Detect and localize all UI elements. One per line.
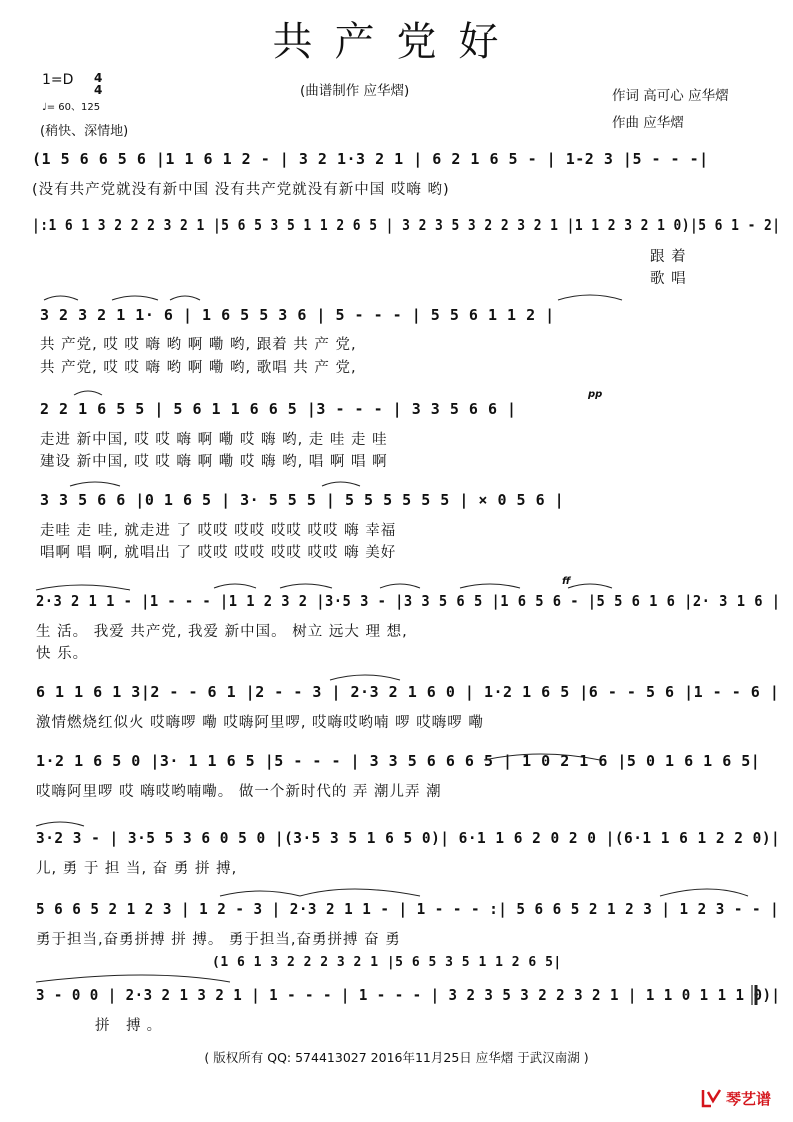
slur-mark (44, 296, 78, 300)
lyric-row-7: 激情燃烧红似火 哎嗨啰 嘞 哎嗨阿里啰, 哎嗨哎哟喃 啰 哎嗨啰 嘞 (36, 715, 484, 731)
lyric-row-3-verse-2: 共 产党, 哎 哎 嗨 哟 啊 嘞 哟, 歌唱 共 产 党, (40, 360, 357, 376)
slur-mark (660, 889, 748, 896)
lyric-row-2-verse-1: 跟 着 (650, 249, 687, 265)
notation-row-1: (1 5 6 6 5 6 |1 1 6 1 2 - | 3 2 1·3 2 1 | 6 2 1 6 5 - | 1-2 3 |5 - - -| (32, 150, 709, 168)
logo-text: 琴艺谱 (726, 1090, 772, 1108)
composer-credit: 作曲 应华熠 (612, 115, 684, 131)
slur-mark (568, 584, 612, 588)
page-title: 共产党好 (272, 19, 521, 65)
lyric-row-5-verse-2: 唱啊 唱 啊, 就唱出 了 哎哎 哎哎 哎哎 哎哎 嗨 美好 (40, 545, 397, 561)
copyright-footer: ( 版权所有 QQ: 574413027 2016年11月25日 应华熠 于武汉南湖 ) (204, 1050, 589, 1065)
slur-mark (330, 675, 400, 680)
lyric-row-6-verse-2: 快 乐。 (36, 646, 89, 662)
slur-mark (220, 891, 300, 896)
notation-row-3: 3 2 3 2 1 1· 6 | 1 6 5 5 3 6 | 5 - - - | 5 5 6 1 1 2 | (40, 306, 555, 324)
lyric-row-3-verse-1: 共 产党, 哎 哎 嗨 哟 啊 嘞 哟, 跟着 共 产 党, (40, 337, 357, 353)
lyric-row-8: 哎嗨阿里啰 哎 嗨哎哟喃嘞。 做一个新时代的 弄 潮儿弄 潮 (36, 784, 442, 800)
lyric-row-1: (没有共产党就没有新中国 没有共产党就没有新中国 哎嗨 哟) (32, 182, 450, 198)
slur-mark (36, 585, 130, 590)
slur-mark (214, 584, 256, 588)
slur-mark (112, 296, 158, 300)
lyric-row-9: 儿, 勇 于 担 当, 奋 勇 拼 搏, (36, 861, 238, 877)
lyric-row-4-verse-1: 走进 新中国, 哎 哎 嗨 啊 嘞 哎 嗨 哟, 走 哇 走 哇 (40, 432, 388, 448)
time-signature-bottom: 4 (94, 83, 103, 97)
slur-mark (300, 889, 420, 896)
slur-mark (74, 391, 102, 395)
notation-row-2: |:1 6 1 3 2 2 2 3 2 1 |5 6 5 3 5 1 1 2 6 5 | 3 2 3 5 3 2 2 3 2 1 |1 1 2 3 2 1 0)|5 6 1 - 2| (32, 216, 781, 234)
notation-row-6: 2·3 2 1 1 - |1 - - - |1 1 2 3 2 |3·5 3 - |3 3 5 6 5 |1 6 5 6 - |5 5 6 1 6 |2· 3 1 6 | (36, 592, 781, 610)
notation-row-10: 5 6 6 5 2 1 2 3 | 1 2 - 3 | 2·3 2 1 1 - | 1 - - - :| 5 6 6 5 2 1 2 3 | 1 2 3 - - | (36, 900, 780, 918)
tempo-marking: ♩= 60、125 (42, 102, 101, 113)
slur-mark (70, 482, 120, 486)
lyric-row-10: 勇于担当,奋勇拼搏 拼 搏。 勇于担当,奋勇拼搏 奋 勇 (36, 932, 401, 948)
notation-row-5: 3 3 5 6 6 |0 1 6 5 | 3· 5 5 5 | 5 5 5 5 5 5 | × 0 5 6 | (40, 491, 565, 509)
notation-row-7: 6 1 1 6 1 3|2 - - 6 1 |2 - - 3 | 2·3 2 1 6 0 | 1·2 1 6 5 |6 - - 5 6 |1 - - 6 | (36, 683, 780, 701)
slur-mark (322, 482, 360, 486)
site-logo (700, 1086, 780, 1112)
slur-mark (36, 975, 230, 982)
notation-row-4: 2 2 1 6 5 5 | 5 6 1 1 6 6 5 |3 - - - | 3 3 5 6 6 | (40, 400, 517, 418)
interlude-notation: (1 6 1 3 2 2 2 3 2 1 |5 6 5 3 5 1 1 2 6 5| (212, 955, 562, 970)
lyricist-credit: 作词 高可心 应华熠 (612, 88, 729, 104)
logo-mark-icon (700, 1086, 724, 1110)
slur-mark (280, 584, 332, 588)
score-maker-credit: (曲谱制作 应华熠) (300, 83, 410, 99)
lyric-row-11: 拼 搏。 (95, 1018, 168, 1034)
time-signature-top: 4 (94, 71, 103, 85)
slur-mark (380, 584, 420, 588)
slur-mark (558, 295, 622, 300)
lyric-row-5-verse-1: 走哇 走 哇, 就走进 了 哎哎 哎哎 哎哎 哎哎 嗨 幸福 (40, 523, 397, 539)
slur-mark (36, 822, 84, 826)
notation-row-8: 1·2 1 6 5 0 |3· 1 1 6 5 |5 - - - | 3 3 5 6 6 6 5 | 1 0 2 1 6 |5 0 1 6 1 6 5| (36, 752, 761, 770)
time-signature (94, 72, 102, 96)
lyric-row-6-verse-1: 生 活。 我爱 共产党, 我爱 新中国。 树立 远大 理 想, (36, 624, 408, 640)
notation-row-11: 3 - 0 0 | 2·3 2 1 3 2 1 | 1 - - - | 1 - - - | 3 2 3 5 3 2 2 3 2 1 | 1 1 0 1 1 1 0)| (36, 986, 781, 1004)
slur-mark (460, 584, 520, 588)
dynamic-pp: pp (588, 389, 603, 400)
key-signature: 1=D (42, 72, 74, 88)
lyric-row-4-verse-2: 建设 新中国, 哎 哎 嗨 啊 嘞 哎 嗨 哟, 唱 啊 唱 啊 (40, 454, 388, 470)
expression-marking: (稍快、深情地) (40, 124, 129, 139)
dynamic-ff: ff (562, 576, 571, 587)
notation-row-9: 3·2 3 - | 3·5 5 3 6 0 5 0 |(3·5 3 5 1 6 5 0)| 6·1 1 6 2 0 2 0 |(6·1 1 6 1 2 2 0)| (36, 829, 781, 847)
lyric-row-2-verse-2: 歌 唱 (650, 271, 687, 287)
slur-mark (170, 296, 200, 300)
